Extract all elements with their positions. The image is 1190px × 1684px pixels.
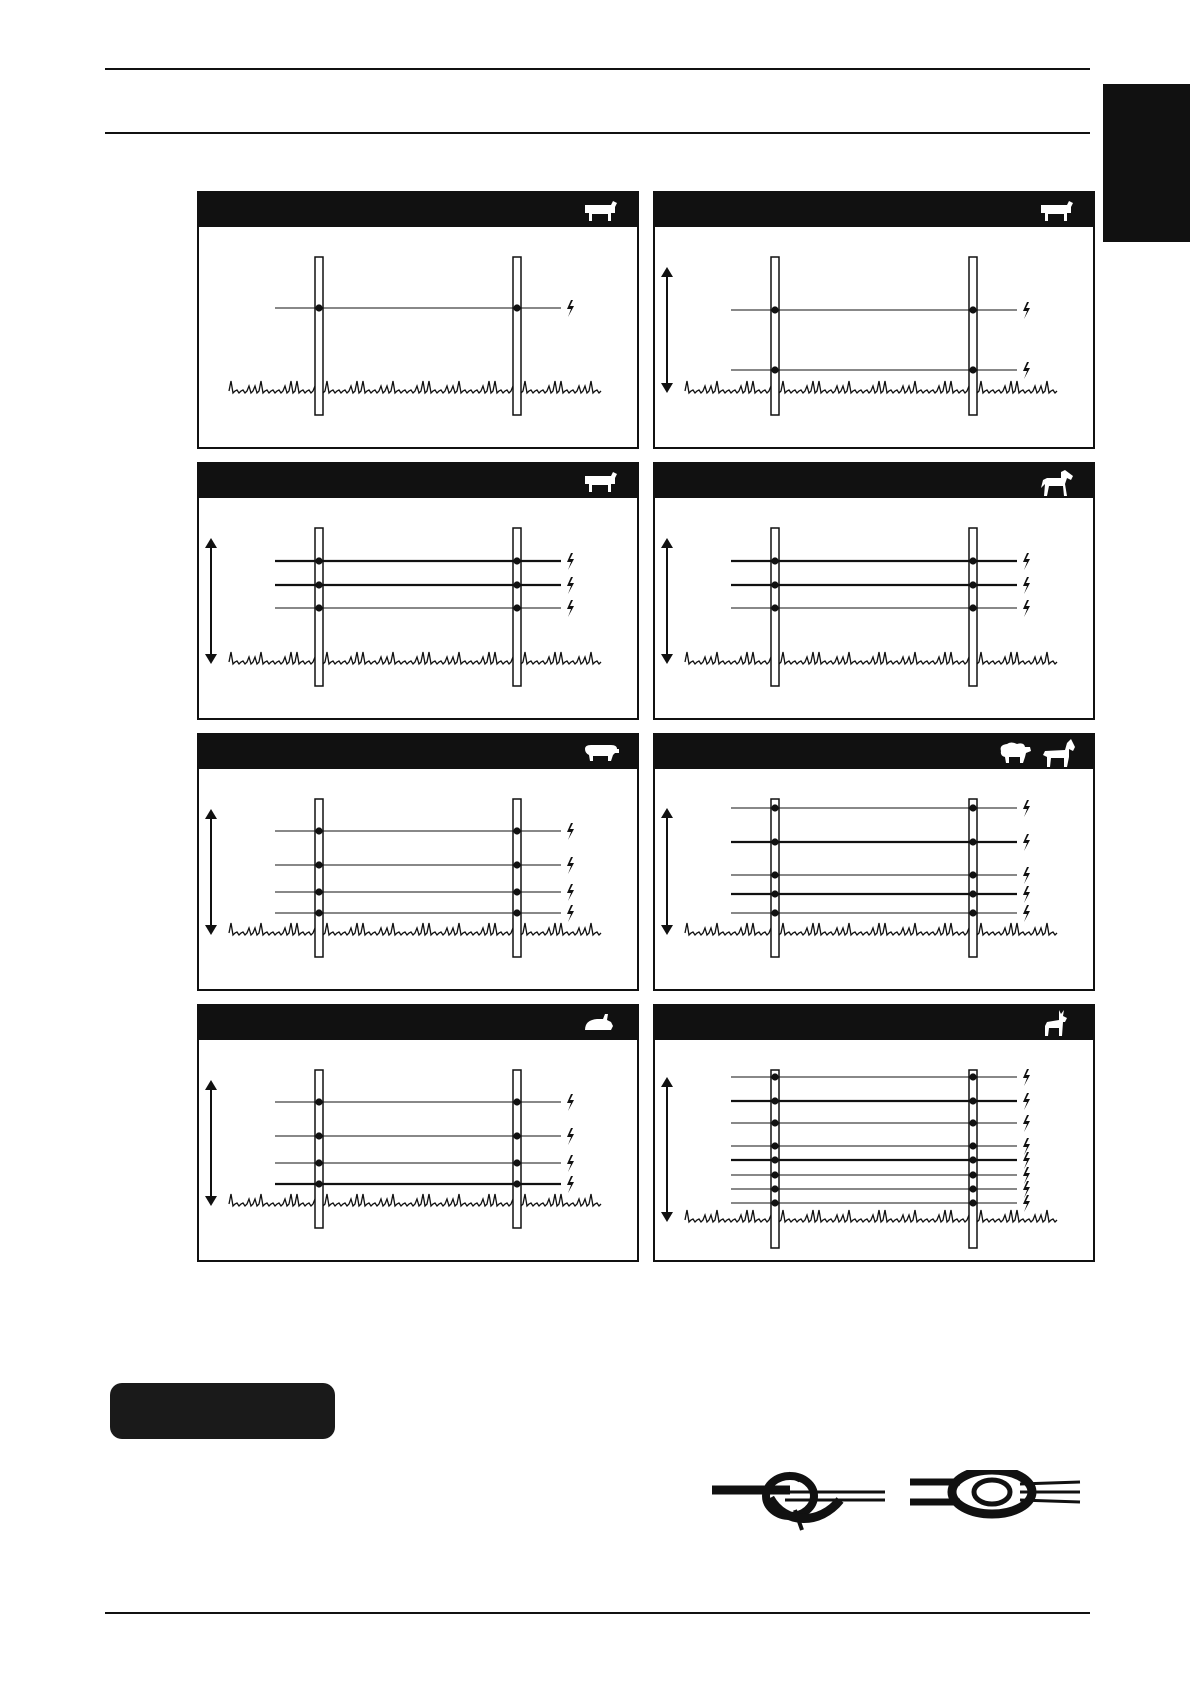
electric-bolt-icon — [567, 857, 574, 874]
wire-insulator — [513, 304, 520, 311]
wire-insulator — [315, 581, 322, 588]
wire-insulator — [771, 838, 778, 845]
knot-illustrations — [710, 1470, 1090, 1560]
electric-bolt-icon — [567, 300, 574, 317]
wire-insulator — [315, 909, 322, 916]
header-rule — [105, 132, 1090, 134]
fence-drawing — [199, 227, 637, 447]
arrow-down-icon — [661, 383, 673, 393]
wire-insulator — [315, 1180, 322, 1187]
electric-bolt-icon — [567, 1176, 574, 1193]
wire-insulator — [315, 1132, 322, 1139]
ground-grass — [229, 381, 601, 393]
ground-grass — [229, 1194, 601, 1206]
animal-icons — [1037, 468, 1083, 496]
electric-bolt-icon — [1023, 886, 1030, 903]
wire-insulator — [771, 871, 778, 878]
panel-header — [655, 1006, 1093, 1040]
wire-insulator — [771, 1097, 778, 1104]
panel-header — [655, 464, 1093, 498]
wire-insulator — [513, 1098, 520, 1105]
cow-icon — [585, 472, 617, 492]
electric-bolt-icon — [1023, 600, 1030, 617]
wire-insulator — [969, 909, 976, 916]
wire-insulator — [969, 890, 976, 897]
wire-insulator — [969, 1171, 976, 1178]
fence-post — [513, 257, 521, 415]
electric-bolt-icon — [567, 884, 574, 901]
horse-icon — [1041, 470, 1073, 496]
wire-insulator — [771, 1156, 778, 1163]
animal-icons — [997, 739, 1083, 767]
wire-insulator — [771, 909, 778, 916]
wire-insulator — [771, 804, 778, 811]
fence-panel — [197, 191, 639, 449]
electric-bolt-icon — [1023, 362, 1030, 379]
wire-insulator — [771, 1119, 778, 1126]
arrow-up-icon — [205, 809, 217, 819]
fence-post — [969, 257, 977, 415]
arrow-up-icon — [661, 538, 673, 548]
wire-insulator — [969, 306, 976, 313]
wire-insulator — [969, 1119, 976, 1126]
arrow-down-icon — [205, 654, 217, 664]
wire-insulator — [513, 888, 520, 895]
wire-insulator — [513, 909, 520, 916]
wire-insulator — [771, 366, 778, 373]
wire-insulator — [969, 1073, 976, 1080]
electric-bolt-icon — [1023, 1167, 1030, 1184]
animal-icons — [581, 197, 627, 225]
fence-drawing — [199, 1040, 637, 1260]
wire-insulator — [969, 804, 976, 811]
wire-insulator — [513, 604, 520, 611]
top-rule — [105, 68, 1090, 70]
animal-icons — [581, 739, 627, 767]
ground-grass — [685, 1210, 1057, 1222]
footer-rule — [105, 1612, 1090, 1614]
animal-icons — [581, 468, 627, 496]
electric-bolt-icon — [1023, 1069, 1030, 1086]
fence-panel — [197, 462, 639, 720]
wire-insulator — [513, 557, 520, 564]
ground-grass — [229, 652, 601, 664]
wire-insulator — [315, 827, 322, 834]
arrow-down-icon — [661, 654, 673, 664]
electric-bolt-icon — [1023, 1181, 1030, 1198]
wire-insulator — [771, 604, 778, 611]
fence-post — [315, 1070, 323, 1228]
fence-panel — [653, 733, 1095, 991]
goat-icon — [1043, 739, 1075, 767]
electric-bolt-icon — [1023, 302, 1030, 319]
electric-bolt-icon — [1023, 1138, 1030, 1155]
electric-bolt-icon — [1023, 800, 1030, 817]
ground-grass — [685, 381, 1057, 393]
wire-insulator — [969, 1185, 976, 1192]
reef-knot-icon — [910, 1470, 1080, 1514]
knot-icon — [712, 1474, 885, 1530]
fence-panel — [653, 191, 1095, 449]
wire-insulator — [969, 871, 976, 878]
wire-insulator — [969, 581, 976, 588]
wire-insulator — [771, 1073, 778, 1080]
panel-header — [199, 1006, 637, 1040]
fence-drawing — [199, 769, 637, 989]
animal-icons — [1037, 1010, 1083, 1038]
electric-bolt-icon — [567, 1128, 574, 1145]
electric-bolt-icon — [567, 905, 574, 922]
panel-header — [199, 464, 637, 498]
wire-insulator — [969, 557, 976, 564]
wire-insulator — [771, 581, 778, 588]
fence-post — [513, 1070, 521, 1228]
ground-grass — [229, 923, 601, 935]
wire-insulator — [513, 1132, 520, 1139]
ground-grass — [685, 652, 1057, 664]
arrow-down-icon — [661, 925, 673, 935]
wire-insulator — [771, 1142, 778, 1149]
electric-bolt-icon — [567, 553, 574, 570]
wire-insulator — [513, 827, 520, 834]
wire-insulator — [315, 1098, 322, 1105]
arrow-up-icon — [661, 808, 673, 818]
animal-icons — [581, 1010, 627, 1038]
fence-post — [771, 257, 779, 415]
electric-bolt-icon — [567, 823, 574, 840]
wire-insulator — [969, 1142, 976, 1149]
fence-drawing — [655, 769, 1093, 989]
panel-header — [199, 193, 637, 227]
wire-insulator — [969, 838, 976, 845]
wire-insulator — [969, 604, 976, 611]
wire-insulator — [969, 1156, 976, 1163]
fence-drawing — [655, 1040, 1093, 1260]
wire-insulator — [315, 557, 322, 564]
wire-insulator — [315, 304, 322, 311]
arrow-up-icon — [661, 1077, 673, 1087]
fence-panel — [197, 733, 639, 991]
electric-bolt-icon — [1023, 1195, 1030, 1212]
rabbit-icon — [585, 1014, 613, 1030]
electric-bolt-icon — [567, 1155, 574, 1172]
ground-grass — [685, 923, 1057, 935]
arrow-up-icon — [205, 538, 217, 548]
electric-bolt-icon — [1023, 905, 1030, 922]
electric-bolt-icon — [1023, 867, 1030, 884]
wire-insulator — [513, 581, 520, 588]
fence-drawing — [199, 498, 637, 718]
pig-icon — [585, 745, 619, 761]
fence-post — [315, 257, 323, 415]
electric-bolt-icon — [1023, 577, 1030, 594]
section-label-pill — [110, 1383, 335, 1439]
wire-insulator — [771, 557, 778, 564]
electric-bolt-icon — [1023, 1093, 1030, 1110]
electric-bolt-icon — [567, 577, 574, 594]
electric-bolt-icon — [1023, 1152, 1030, 1169]
wire-insulator — [315, 861, 322, 868]
fence-post — [315, 799, 323, 957]
wire-insulator — [315, 1159, 322, 1166]
arrow-down-icon — [205, 925, 217, 935]
wire-insulator — [315, 888, 322, 895]
fence-panel — [653, 1004, 1095, 1262]
wire-insulator — [513, 861, 520, 868]
panel-header — [199, 735, 637, 769]
sheep-icon — [1001, 743, 1031, 764]
arrow-up-icon — [205, 1080, 217, 1090]
wire-insulator — [771, 306, 778, 313]
deer-icon — [1045, 1010, 1067, 1036]
arrow-down-icon — [661, 1212, 673, 1222]
wire-insulator — [771, 1171, 778, 1178]
fence-drawing — [655, 498, 1093, 718]
wire-insulator — [969, 1097, 976, 1104]
fence-panel — [197, 1004, 639, 1262]
electric-bolt-icon — [567, 1094, 574, 1111]
cow-icon — [1041, 201, 1073, 221]
electric-bolt-icon — [1023, 834, 1030, 851]
wire-insulator — [771, 890, 778, 897]
wire-insulator — [513, 1159, 520, 1166]
cow-icon — [585, 201, 617, 221]
electric-bolt-icon — [1023, 553, 1030, 570]
panel-header — [655, 193, 1093, 227]
wire-insulator — [771, 1199, 778, 1206]
fence-drawing — [655, 227, 1093, 447]
electric-bolt-icon — [567, 600, 574, 617]
arrow-up-icon — [661, 267, 673, 277]
wire-insulator — [315, 604, 322, 611]
panel-header — [655, 735, 1093, 769]
electric-bolt-icon — [1023, 1115, 1030, 1132]
wire-insulator — [969, 366, 976, 373]
wire-insulator — [513, 1180, 520, 1187]
arrow-down-icon — [205, 1196, 217, 1206]
wire-insulator — [771, 1185, 778, 1192]
section-tab — [1103, 84, 1190, 242]
fence-panel — [653, 462, 1095, 720]
wire-insulator — [969, 1199, 976, 1206]
animal-icons — [1037, 197, 1083, 225]
fence-post — [513, 799, 521, 957]
